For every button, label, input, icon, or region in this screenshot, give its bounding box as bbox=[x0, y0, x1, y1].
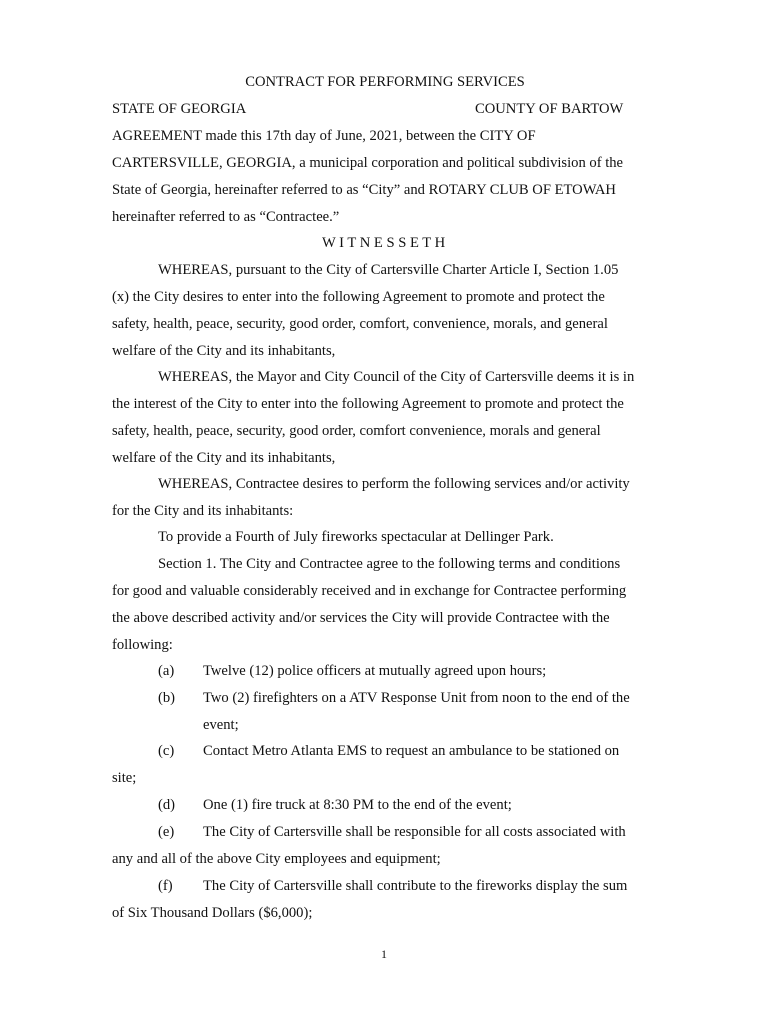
whereas-line: safety, health, peace, security, good order, comfort, convenience, morals, and general bbox=[112, 316, 608, 332]
page-number: 1 bbox=[381, 947, 387, 961]
item-label: (a) bbox=[158, 663, 175, 679]
document-title: CONTRACT FOR PERFORMING SERVICES bbox=[245, 74, 525, 90]
whereas-line: safety, health, peace, security, good order, comfort convenience, morals and general bbox=[112, 423, 601, 439]
section-line: the above described activity and/or services the City will provide Contractee with the bbox=[112, 610, 610, 626]
whereas-line: WHEREAS, the Mayor and City Council of the City of Cartersville deems it is in bbox=[158, 369, 635, 385]
item-label: (e) bbox=[158, 824, 175, 840]
whereas-line: the interest of the City to enter into the following Agreement to promote and protect the bbox=[112, 396, 624, 412]
intro-line: CARTERSVILLE, GEORGIA, a municipal corporation and political subdivision of the bbox=[112, 155, 624, 171]
whereas-line: for the City and its inhabitants: bbox=[112, 503, 294, 519]
whereas-line: WHEREAS, pursuant to the City of Cartersville Charter Article I, Section 1.05 bbox=[158, 262, 619, 278]
county-heading: COUNTY OF BARTOW bbox=[475, 101, 624, 117]
item-label: (b) bbox=[158, 690, 176, 706]
item-label: (c) bbox=[158, 743, 175, 759]
item-text: One (1) fire truck at 8:30 PM to the end of the event; bbox=[203, 797, 512, 813]
item-text: site; bbox=[112, 770, 137, 786]
item-text: Two (2) firefighters on a ATV Response Unit from noon to the end of the bbox=[203, 690, 630, 706]
item-text: of Six Thousand Dollars ($6,000); bbox=[112, 905, 313, 921]
item-text: event; bbox=[203, 717, 239, 733]
whereas-line: welfare of the City and its inhabitants, bbox=[112, 450, 336, 466]
whereas-line: welfare of the City and its inhabitants, bbox=[112, 343, 336, 359]
section-line: Section 1. The City and Contractee agree to the following terms and conditions bbox=[158, 556, 621, 572]
witnesseth-heading: W I T N E S S E T H bbox=[322, 235, 446, 251]
purpose-line: To provide a Fourth of July fireworks spectacular at Dellinger Park. bbox=[158, 529, 554, 545]
item-text: Contact Metro Atlanta EMS to request an ambulance to be stationed on bbox=[203, 743, 620, 759]
whereas-line: WHEREAS, Contractee desires to perform the following services and/or activity bbox=[158, 476, 630, 492]
item-text: The City of Cartersville shall be responsible for all costs associated with bbox=[203, 824, 626, 840]
whereas-line: (x) the City desires to enter into the following Agreement to promote and protect the bbox=[112, 289, 605, 305]
item-label: (d) bbox=[158, 797, 176, 813]
item-text: The City of Cartersville shall contribute to the fireworks display the sum bbox=[203, 878, 628, 894]
section-line: for good and valuable considerably received and in exchange for Contractee performing bbox=[112, 583, 627, 599]
state-heading: STATE OF GEORGIA bbox=[112, 101, 247, 117]
intro-line: AGREEMENT made this 17th day of June, 2021, between the CITY OF bbox=[112, 128, 536, 144]
item-text: Twelve (12) police officers at mutually agreed upon hours; bbox=[203, 663, 547, 679]
item-text: any and all of the above City employees and equipment; bbox=[112, 851, 441, 867]
intro-line: State of Georgia, hereinafter referred to as “City” and ROTARY CLUB OF ETOWAH bbox=[112, 182, 616, 198]
intro-line: hereinafter referred to as “Contractee.” bbox=[112, 209, 340, 225]
section-line: following: bbox=[112, 637, 173, 653]
item-label: (f) bbox=[158, 878, 173, 894]
